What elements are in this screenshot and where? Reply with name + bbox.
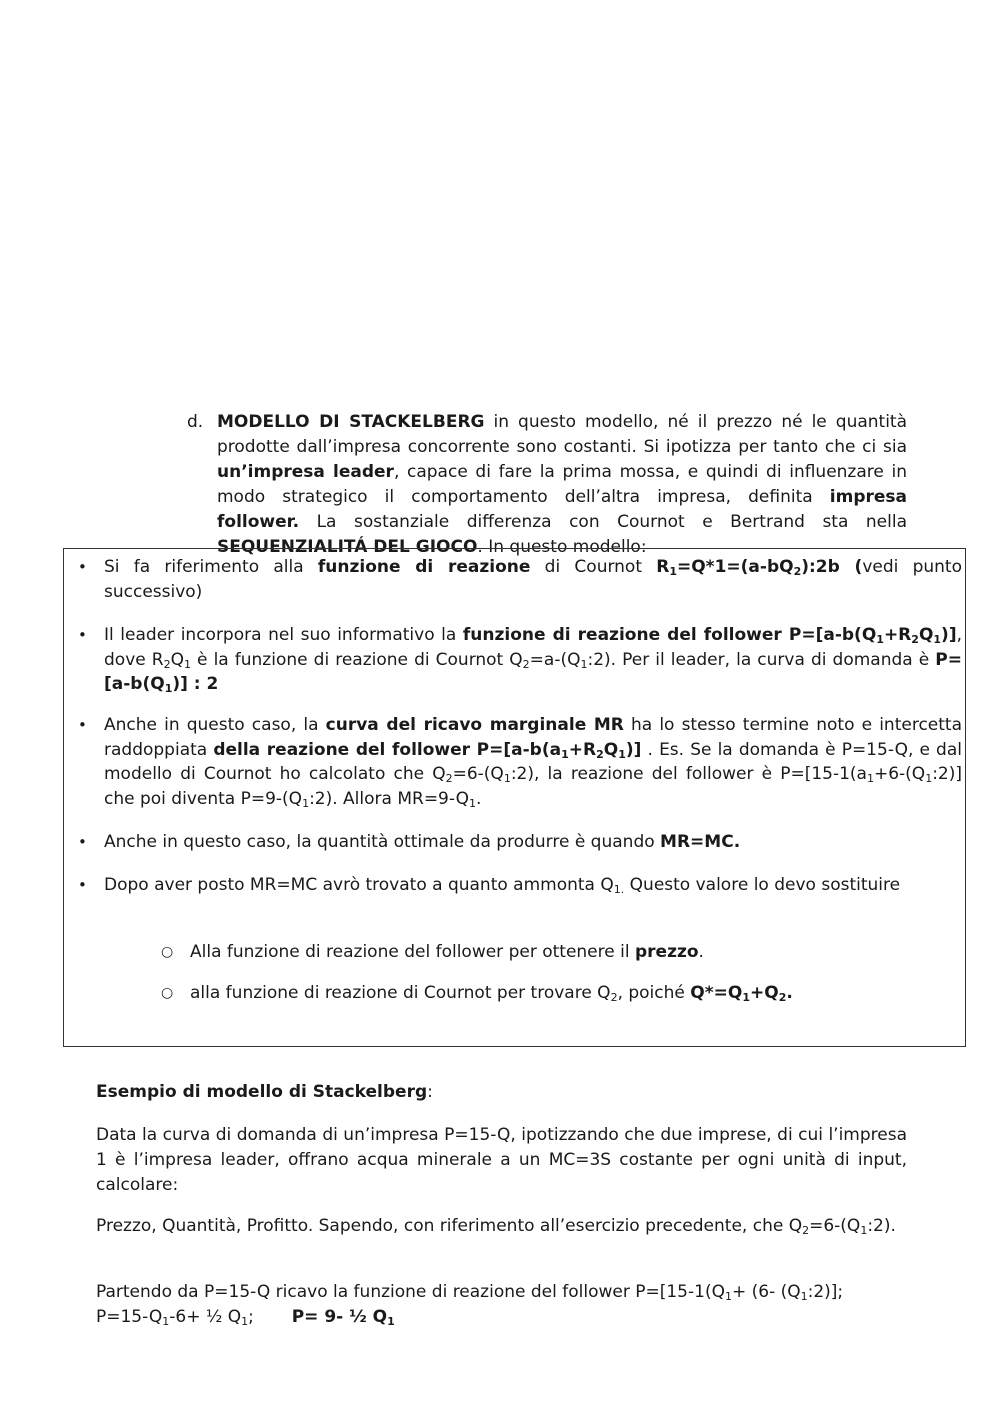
subscript: 1 [866,772,874,785]
sub-bullet-quantity [161,981,793,1005]
formula: Q*=Q [690,983,743,1003]
example-heading [96,1080,907,1105]
text: + (6- (Q [731,1282,801,1302]
subscript: 1 [164,682,173,695]
subscript: 1. [613,883,625,896]
subscript: 1 [580,657,588,671]
example-paragraph-1 [96,1123,907,1198]
bullet-icon: • [78,833,87,851]
formula: )] : 2 [172,674,219,694]
formula: =Q*1=(a-bQ [676,557,794,577]
text: Il leader incorpora nel suo informativo la [104,625,463,645]
subscript: 2 [802,1224,810,1237]
term: funzione di reazione [317,557,531,577]
formula: P=[a-b(Q [104,649,962,694]
text: , capace di fare la prima mossa, e quindi di influenzare in modo strategico il comportamento dell’altra impresa, definita [217,462,907,507]
summary-box [63,548,966,1047]
subscript: 1 [925,772,933,785]
subscript: 1 [618,747,626,761]
text: alla funzione di reazione di Cournot per trovare Q [190,983,611,1003]
text: -6+ ½ Q [169,1307,242,1327]
subscript: 1 [469,796,477,810]
subscript: 1 [933,633,942,646]
example-paragraph-2 [96,1214,907,1239]
subscript: 1 [724,1290,732,1303]
text: vedi punto successivo) [104,557,963,602]
text: ; [248,1307,292,1327]
text: =a-(Q [529,649,581,670]
text: . In questo modello: [477,537,647,557]
subscript: 2 [445,772,453,785]
subscript: 1 [876,633,884,646]
text: :2)]; [807,1282,844,1302]
subscript: 1 [669,565,677,578]
text: :2). Per il leader, la curva di domanda è [587,649,936,670]
subscript: 1 [241,1315,249,1328]
formula: ( [839,557,863,577]
subscript: 2 [163,657,171,671]
subscript: 1 [800,1290,808,1303]
formula: P= 9- ½ Q [291,1307,388,1327]
subscript: 2 [610,991,618,1004]
subscript: 2 [793,565,802,578]
subscript: 1 [387,1315,395,1328]
subscript: 2 [778,991,787,1004]
subscript: 2 [596,747,604,761]
bullet-item-marginal-revenue [78,713,962,811]
subscript: 2 [911,633,919,646]
bullet-item-optimal-quantity [78,830,962,855]
leader-term: un’impresa leader [217,462,394,482]
text: :2). Allora MR=9-Q [309,788,470,809]
formula: ):2b [801,557,840,577]
bullet-item-leader [78,623,962,697]
formula: Q [918,625,934,645]
formula: )] [625,739,642,760]
text: =6-(Q [809,1216,861,1236]
text: +6-(Q [873,764,926,784]
circle-bullet-icon: ○ [161,944,174,960]
bullet-item-substitution [78,873,962,898]
formula: +R [883,625,912,645]
text: Anche in questo caso, la quantità ottimale da produrre è quando [104,832,661,852]
text: . Es. Se la domanda è P=15-Q, e dal modello di Cournot ho calcolato che Q [104,739,962,784]
term: della reazione del follower [213,739,471,760]
formula: )] [941,625,957,645]
text: Prezzo, Quantità, Profitto. Sapendo, con riferimento all’esercizio precedente, che Q [96,1216,803,1236]
formula: +R [568,739,597,760]
follower-term: impresa follower. [217,487,907,532]
text: Q [170,649,184,670]
subscript: 1 [183,657,191,671]
text: La sostanziale differenza con Cournot e Bertrand sta nella [299,512,907,532]
text: è la funzione di reazione di Cournot Q [190,649,523,670]
subscript: 1 [162,1315,170,1328]
text: , poiché [617,983,691,1003]
text: Dopo aver posto MR=MC avrò trovato a quanto ammonta Q [104,875,614,895]
formula: R [656,557,670,577]
subscript: 2 [522,657,530,671]
text: Alla funzione di reazione del follower per ottenere il [190,942,635,962]
subscript: 1 [561,747,569,761]
text: Data la curva di domanda di un’impresa P=15-Q, ipotizzando che due imprese, di cui l’impresa 1 è l’impresa leader, offrano acqua minerale a un MC=3S costante per ogni unità di input, calcolare: [96,1125,907,1195]
subscript: 1 [742,991,750,1004]
circle-bullet-icon: ○ [161,985,174,1001]
text: P=15-Q [96,1307,163,1327]
bullet-icon: • [78,558,87,576]
formula: P=[a-b(a [470,739,562,760]
sub-bullet-price [161,940,704,964]
example-paragraph-3 [96,1280,907,1330]
subscript: 1 [503,772,511,785]
term: funzione di reazione del follower P=[a-b(Q [462,625,877,645]
sequentiality-term: SEQUENZIALITÁ DEL GIOCO [217,537,478,557]
stackelberg-intro [187,410,907,560]
text: ha lo stesso termine noto e intercetta raddoppiata [104,715,962,760]
formula: . [786,983,793,1003]
text: Si fa riferimento alla [104,557,318,577]
bullet-icon: • [78,876,87,894]
formula: MR=MC. [660,832,741,852]
text: Partendo da P=15-Q ricavo la funzione di reazione del follower P=[15-1(Q [96,1282,725,1302]
term: prezzo [634,942,699,962]
text: :2)] che poi diventa P=9-(Q [104,764,962,809]
text: Questo valore lo devo sostituire [624,875,901,895]
text: in questo modello, né il prezzo né le quantità prodotte dall’impresa concorrente sono costanti. Si ipotizza per tanto che ci sia [217,412,908,457]
stackelberg-intro-text [217,410,907,560]
text: =6-(Q [452,764,504,784]
formula: +Q [749,983,779,1003]
text: :2), la reazione del follower è P=[15-1(a [510,764,867,784]
subscript: 1 [302,796,310,810]
text: . [698,942,704,962]
bullet-item-reaction-function [78,555,963,604]
text: , dove R [104,625,962,670]
term: curva del ricavo marginale MR [325,715,624,735]
section-title: MODELLO DI STACKELBERG [217,412,485,432]
text: : [427,1082,433,1102]
formula: Q [603,739,619,760]
list-marker: d. [187,412,204,432]
text: :2). [867,1216,896,1236]
heading-text: Esempio di modello di Stackelberg [96,1082,428,1102]
subscript: 1 [860,1224,868,1237]
text: di Cournot [530,557,657,577]
text: . [476,788,482,809]
text: Anche in questo caso, la [104,715,326,735]
bullet-icon: • [78,716,87,734]
bullet-icon: • [78,626,87,644]
